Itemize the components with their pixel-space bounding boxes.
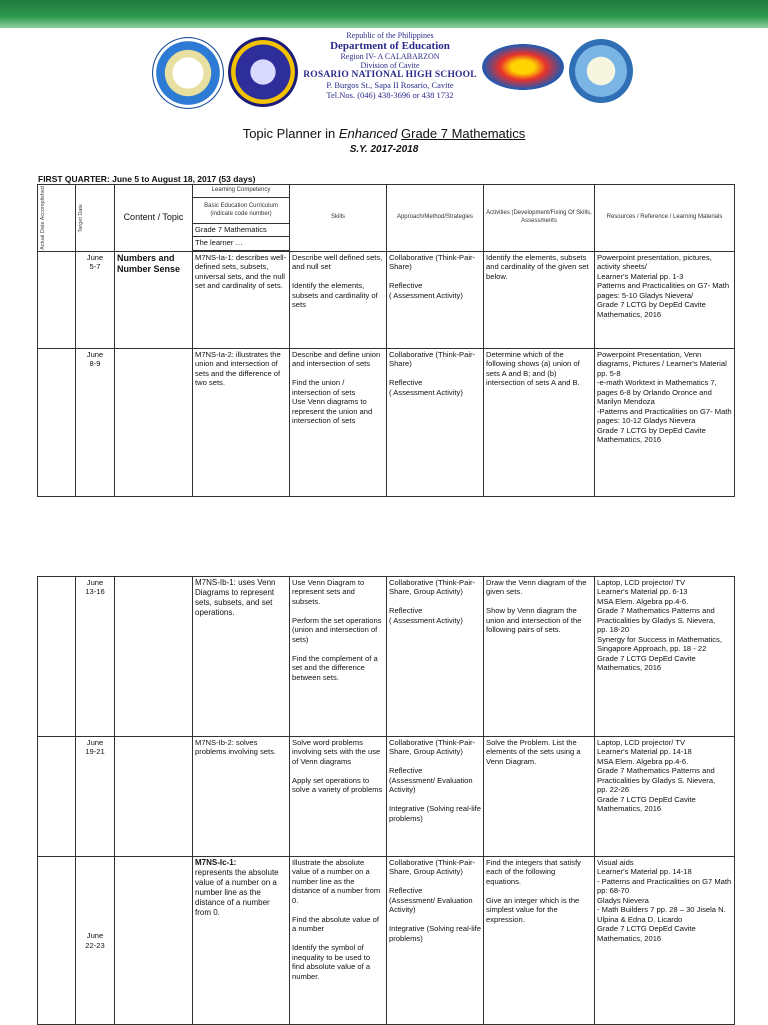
- school-telephone: Tel.Nos. (046) 438-3696 or 438 1732: [326, 90, 454, 100]
- header-curriculum: Basic Education Curriculum (indicate code number): [193, 198, 290, 224]
- activities-cell: Identify the elements, subsets and cardinality of the given set below.: [484, 251, 595, 348]
- republic-line: Republic of the Philippines: [346, 31, 434, 40]
- content-cell: [115, 857, 193, 1025]
- letterhead: [0, 31, 768, 114]
- actual-date-cell: [38, 251, 76, 348]
- skills-cell: Use Venn Diagram to represent sets and subsets. Perform the set operations (union and intersection of sets) Find the complement of a set and the difference between sets.: [290, 577, 387, 737]
- activities-cell: Solve the Problem. List the elements of the sets using a Venn Diagram.: [484, 737, 595, 857]
- table-row: [38, 857, 735, 1025]
- skills-cell: Describe and define union and intersection of sets Find the union / intersection of sets Use Venn diagrams to represent the union and intersection of sets: [290, 348, 387, 496]
- header-learning-competency: Learning Competency: [193, 185, 290, 198]
- resources-cell: Visual aids Learner's Material pp. 14-18 - Patterns and Practicalities on G7 Math pp: 68-70 Gladys Nievera - Math Builders 7 pp. 28 – 30 Jisela N. Ulpina & Edna D. Licardo Grade 7 LCTG DepEd Cavite Mathematics, 2016: [595, 857, 735, 1025]
- actual-date-cell: [38, 857, 76, 1025]
- competency-code: M7NS-Ic-1:: [195, 858, 237, 867]
- document-title: Topic Planner in Enhanced Grade 7 Mathematics: [242, 126, 526, 141]
- table-row: [38, 577, 735, 737]
- skills-cell: Solve word problems involving sets with the use of Venn diagrams Apply set operations to solve a variety of problems: [290, 737, 387, 857]
- approach-cell: Collaborative (Think-Pair-Share, Group Activity) Reflective (Assessment/ Evaluation Activity) Integrative (Solving real-life problems): [387, 857, 484, 1025]
- letterhead-text: [300, 31, 480, 100]
- deped-cavite-logo: [482, 44, 564, 90]
- topic-planner-table-page2: [37, 576, 735, 1025]
- table-row: [38, 251, 735, 348]
- resources-cell: Laptop, LCD projector/ TV Learner's Material pp. 6-13 MSA Elem. Algebra pp.4-6. Grade 7 Mathematics Patterns and Practicalities by Gladys S. Nievera, pp. 18-20 Synergy for Success in Mathematics, Singapore Approach, pp. 18 - 22 Grade 7 LCTG DepEd Cavite Mathematics, 2016: [595, 577, 735, 737]
- header-skills: Skills: [290, 185, 387, 252]
- school-seal-logo: [152, 37, 224, 109]
- activities-cell: Find the integers that satisfy each of the following equations. Give an integer which is the simplest value for the expression.: [484, 857, 595, 1025]
- resources-cell: Laptop, LCD projector/ TV Learner's Material pp. 14-18 MSA Elem. Algebra pp.4-6. Grade 7 Mathematics Patterns and Practicalities by Gladys S. Nievera, pp. 22-26 Grade 7 LCTG DepEd Cavite Mathematics, 2016: [595, 737, 735, 857]
- target-date-cell: June 22-23: [76, 857, 115, 1025]
- content-cell: [115, 348, 193, 496]
- actual-date-cell: [38, 348, 76, 496]
- table-row: [38, 737, 735, 857]
- competency-cell: M7NS-Ia-1: describes well-defined sets, subsets, universal sets, and the null set and cardinality of sets.: [193, 251, 290, 348]
- quarter-heading: FIRST QUARTER: June 5 to August 18, 2017 (53 days): [38, 174, 256, 184]
- competency-cell: M7NS-Ia-2: illustrates the union and intersection of sets and the difference of two sets.: [193, 348, 290, 496]
- deped-seal-logo: [228, 37, 298, 107]
- region-line: Region IV- A CALABARZON: [340, 52, 440, 61]
- approach-cell: Collaborative (Think-Pair-Share) Reflective ( Assessment Activity): [387, 251, 484, 348]
- school-name: ROSARIO NATIONAL HIGH SCHOOL: [303, 70, 477, 80]
- resources-cell: Powerpoint presentation, pictures, activity sheets/ Learner's Material pp. 1-3 Patterns and Practicalities on G7- Math pages: 5-10 Gladys Nievera/ Grade 7 LCTG by DepEd Cavite Mathematics, 2016: [595, 251, 735, 348]
- school-year: S.Y. 2017-2018: [349, 144, 419, 155]
- table-row: [38, 348, 735, 496]
- header-activities: Activities (Development/Fixing Of Skills, Assessments: [484, 185, 595, 252]
- approach-cell: Collaborative (Think-Pair-Share, Group Activity) Reflective ( Assessment Activity): [387, 577, 484, 737]
- header-approach: Approach/Method/Strategies: [387, 185, 484, 252]
- activities-cell: Determine which of the following shows (a) union of sets A and B; and (b) intersection of sets A and B.: [484, 348, 595, 496]
- header-content-topic: Content / Topic: [115, 185, 193, 252]
- target-date-cell: June 19-21: [76, 737, 115, 857]
- activities-cell: Draw the Venn diagram of the given sets. Show by Venn diagram the union and intersection of the following pairs of sets.: [484, 577, 595, 737]
- header-target-date: Target Date: [76, 185, 115, 252]
- approach-cell: Collaborative (Think-Pair-Share, Group Activity) Reflective (Assessment/ Evaluation Activity) Integrative (Solving real-life problems): [387, 737, 484, 857]
- content-cell: [115, 577, 193, 737]
- school-address: P. Burgos St., Sapa II Rosario, Cavite: [326, 80, 454, 90]
- target-date-cell: June 13-16: [76, 577, 115, 737]
- skills-cell: Describe well defined sets, and null set Identify the elements, subsets and cardinality of sets: [290, 251, 387, 348]
- resources-cell: Powerpoint Presentation, Venn diagrams, Pictures / Learner's Material pp. 5-8 -e-math Worktext in Mathematics 7, pages 6-8 by Orlando Oronce and Marilyn Mendoza -Patterns and Practicalities on G7- Math pages: 10-12 Gladys Nievera Grade 7 LCTG by DepEd Cavite Mathematics, 2016: [595, 348, 735, 496]
- actual-date-cell: [38, 577, 76, 737]
- header-resources: Resources / Reference / Learning Materials: [595, 185, 735, 252]
- header-actual-date: Actual Date Accomplished: [38, 185, 76, 252]
- department-line: Department of Education: [330, 40, 450, 52]
- division-seal-logo: [568, 38, 634, 104]
- actual-date-cell: [38, 737, 76, 857]
- competency-cell: M7NS-Ib-1: uses Venn Diagrams to represent sets, subsets, and set operations.: [193, 577, 290, 737]
- approach-cell: Collaborative (Think-Pair-Share) Reflective ( Assessment Activity): [387, 348, 484, 496]
- competency-cell: M7NS-Ib-2: solves problems involving sets.: [193, 737, 290, 857]
- header-learner: The learner …: [193, 237, 290, 250]
- topic-planner-table-page1: [37, 184, 735, 497]
- target-date-cell: June 5-7: [76, 251, 115, 348]
- skills-cell: Illustrate the absolute value of a number on a number line as the distance of a number from 0. Find the absolute value of a number Identify the symbol of inequality to be used to find absolute value of a number.: [290, 857, 387, 1025]
- division-line: Division of Cavite: [360, 61, 420, 70]
- competency-cell: M7NS-Ic-1: represents the absolute value of a number on a number line as the distance of a number from 0.: [193, 857, 290, 1025]
- top-green-banner: [0, 0, 768, 28]
- target-date-cell: June 8-9: [76, 348, 115, 496]
- content-cell: [115, 737, 193, 857]
- content-cell: Numbers and Number Sense: [115, 251, 193, 348]
- header-grade: Grade 7 Mathematics: [193, 224, 290, 237]
